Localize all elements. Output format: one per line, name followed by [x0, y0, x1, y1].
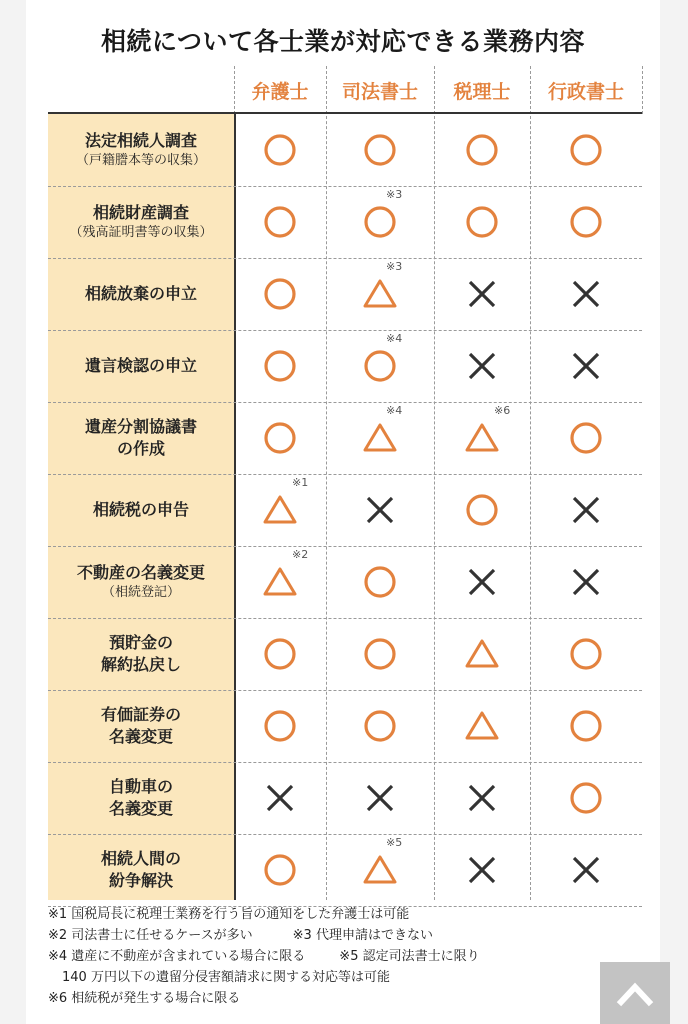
table-row — [48, 330, 642, 402]
cross-mark-icon — [464, 276, 500, 312]
circle-mark-icon — [262, 636, 298, 672]
circle-mark-icon — [464, 204, 500, 240]
table-cell — [530, 690, 642, 762]
header-administrative-scrivener: 行政書士 — [547, 81, 624, 103]
row-label-subtext: （相続登記） — [101, 585, 180, 600]
circle-mark-icon — [262, 204, 298, 240]
row-label-text-line2: の作成 — [116, 439, 165, 458]
table-row — [48, 186, 642, 258]
triangle-mark-icon — [464, 708, 500, 744]
table-cell — [234, 474, 326, 546]
footnote-5: ※5 認定司法書士に限り — [339, 949, 480, 964]
table-cell — [234, 834, 326, 906]
circle-mark-icon — [262, 348, 298, 384]
triangle-mark-icon — [464, 420, 500, 456]
row-label-text: 有価証券の — [100, 705, 181, 724]
table-cell — [326, 402, 434, 474]
table-cell — [234, 546, 326, 618]
column-divider — [642, 66, 643, 114]
triangle-mark-icon — [464, 636, 500, 672]
footnote-ref: ※3 — [386, 260, 403, 273]
row-label-text: 遺産分割協議書 — [84, 417, 197, 436]
row-label-text-line2: 解約払戻し — [100, 655, 181, 674]
table-row — [48, 546, 642, 618]
row-label — [48, 690, 234, 762]
footnote-2: ※2 司法書士に任せるケースが多い — [48, 928, 253, 943]
circle-mark-icon — [362, 564, 398, 600]
table-row — [48, 402, 642, 474]
table-cell — [530, 330, 642, 402]
column-divider — [234, 66, 235, 114]
table-row — [48, 762, 642, 834]
circle-mark-icon — [362, 708, 398, 744]
table-cell — [434, 618, 530, 690]
header-judicial-scrivener: 司法書士 — [341, 81, 418, 103]
circle-mark-icon — [362, 348, 398, 384]
row-label-text: 相続財産調査 — [92, 203, 189, 222]
table-cell — [234, 330, 326, 402]
table-row — [48, 690, 642, 762]
row-label — [48, 474, 234, 546]
table-cell — [434, 690, 530, 762]
footnote-5-cont: 140 万円以下の遺留分侵害額請求に関する対応等は可能 — [62, 970, 390, 985]
table-cell — [326, 114, 434, 186]
table-cell — [326, 834, 434, 906]
table-cell — [530, 186, 642, 258]
header-tax-accountant: 税理士 — [453, 81, 511, 103]
row-label — [48, 546, 234, 618]
table-cell — [530, 834, 642, 906]
footnote-2-3 — [48, 925, 648, 946]
cross-mark-icon — [464, 780, 500, 816]
row-label-text: 遺言検認の申立 — [84, 356, 197, 375]
triangle-mark-icon — [362, 420, 398, 456]
scroll-to-top-button[interactable] — [600, 962, 670, 1024]
triangle-mark-icon — [262, 492, 298, 528]
circle-mark-icon — [362, 204, 398, 240]
cross-mark-icon — [568, 348, 604, 384]
table-row — [48, 834, 642, 906]
footnotes — [48, 904, 648, 1009]
cross-mark-icon — [568, 276, 604, 312]
table-cell — [234, 402, 326, 474]
cross-mark-icon — [362, 780, 398, 816]
table-cell — [326, 474, 434, 546]
table-cell — [326, 186, 434, 258]
row-label-text-line2: 名義変更 — [108, 727, 173, 746]
page-title: 相続について各士業が対応できる業務内容 — [100, 27, 585, 56]
table-cell — [434, 834, 530, 906]
cross-mark-icon — [464, 564, 500, 600]
header-lawyer: 弁護士 — [251, 81, 309, 103]
table-cell — [434, 762, 530, 834]
circle-mark-icon — [362, 132, 398, 168]
table-cell — [326, 618, 434, 690]
cross-mark-icon — [568, 564, 604, 600]
cross-mark-icon — [568, 852, 604, 888]
table-cell — [530, 618, 642, 690]
table-cell — [434, 330, 530, 402]
row-label-subtext: （残高証明書等の収集） — [69, 225, 213, 240]
table-cell — [434, 114, 530, 186]
table-cell — [326, 762, 434, 834]
table-row — [48, 618, 642, 690]
row-label-text: 相続放棄の申立 — [84, 284, 197, 303]
footnote-ref: ※4 — [386, 332, 403, 345]
table-cell — [234, 186, 326, 258]
footnote-ref: ※2 — [292, 548, 309, 561]
row-label-subtext: （戸籍謄本等の収集） — [75, 153, 206, 168]
footnote-6: ※6 相続税が発生する場合に限る — [48, 991, 241, 1006]
table-cell — [234, 258, 326, 330]
triangle-mark-icon — [362, 852, 398, 888]
footnote-3: ※3 代理申請はできない — [292, 928, 433, 943]
table-cell — [234, 114, 326, 186]
circle-mark-icon — [568, 636, 604, 672]
footnote-ref: ※5 — [386, 836, 403, 849]
row-label-text-line2: 紛争解決 — [108, 871, 173, 890]
circle-mark-icon — [464, 132, 500, 168]
row-label-text-line2: 名義変更 — [108, 799, 173, 818]
circle-mark-icon — [362, 636, 398, 672]
table-cell — [234, 690, 326, 762]
circle-mark-icon — [568, 132, 604, 168]
row-label-text: 法定相続人調査 — [84, 131, 197, 150]
row-label-text: 自動車の — [108, 777, 173, 796]
table-cell — [530, 546, 642, 618]
circle-mark-icon — [568, 708, 604, 744]
row-label — [48, 618, 234, 690]
table-cell — [434, 258, 530, 330]
circle-mark-icon — [568, 780, 604, 816]
table-cell — [326, 258, 434, 330]
cross-mark-icon — [464, 348, 500, 384]
table-cell — [530, 402, 642, 474]
table-cell — [234, 618, 326, 690]
circle-mark-icon — [262, 132, 298, 168]
row-label — [48, 258, 234, 330]
row-label — [48, 402, 234, 474]
row-label-text: 相続人間の — [100, 849, 181, 868]
table-cell — [434, 186, 530, 258]
cross-mark-icon — [568, 492, 604, 528]
footnote-1: ※1 国税局長に税理士業務を行う旨の通知をした弁護士は可能 — [48, 907, 410, 922]
table-cell — [234, 762, 326, 834]
table-cell — [530, 474, 642, 546]
row-label — [48, 834, 234, 906]
cross-mark-icon — [262, 780, 298, 816]
footnote-ref: ※6 — [494, 404, 511, 417]
triangle-mark-icon — [262, 564, 298, 600]
table-row — [48, 258, 642, 330]
table-cell — [530, 114, 642, 186]
table-cell — [326, 690, 434, 762]
circle-mark-icon — [262, 708, 298, 744]
table-cell — [326, 546, 434, 618]
circle-mark-icon — [568, 204, 604, 240]
footnote-4-5 — [48, 946, 648, 967]
row-label-text: 預貯金の — [108, 633, 173, 652]
triangle-mark-icon — [362, 276, 398, 312]
circle-mark-icon — [262, 420, 298, 456]
circle-mark-icon — [262, 276, 298, 312]
table-cell — [434, 474, 530, 546]
page — [26, 0, 660, 1024]
footnote-ref: ※1 — [292, 476, 309, 489]
chevron-up-icon — [615, 978, 655, 1008]
cross-mark-icon — [362, 492, 398, 528]
row-label — [48, 114, 234, 186]
circle-mark-icon — [464, 492, 500, 528]
circle-mark-icon — [568, 420, 604, 456]
row-label — [48, 186, 234, 258]
table-cell — [434, 546, 530, 618]
row-label-text: 相続税の申告 — [92, 500, 189, 519]
footnote-4: ※4 遺産に不動産が含まれている場合に限る — [48, 949, 306, 964]
table-cell — [434, 402, 530, 474]
table-row — [48, 114, 642, 186]
footnote-ref: ※3 — [386, 188, 403, 201]
cross-mark-icon — [464, 852, 500, 888]
table-cell — [530, 762, 642, 834]
circle-mark-icon — [262, 852, 298, 888]
footnote-ref: ※4 — [386, 404, 403, 417]
table-cell — [530, 258, 642, 330]
row-label — [48, 330, 234, 402]
row-label — [48, 762, 234, 834]
row-label-text: 不動産の名義変更 — [76, 563, 205, 582]
table-cell — [326, 330, 434, 402]
table-row — [48, 474, 642, 546]
